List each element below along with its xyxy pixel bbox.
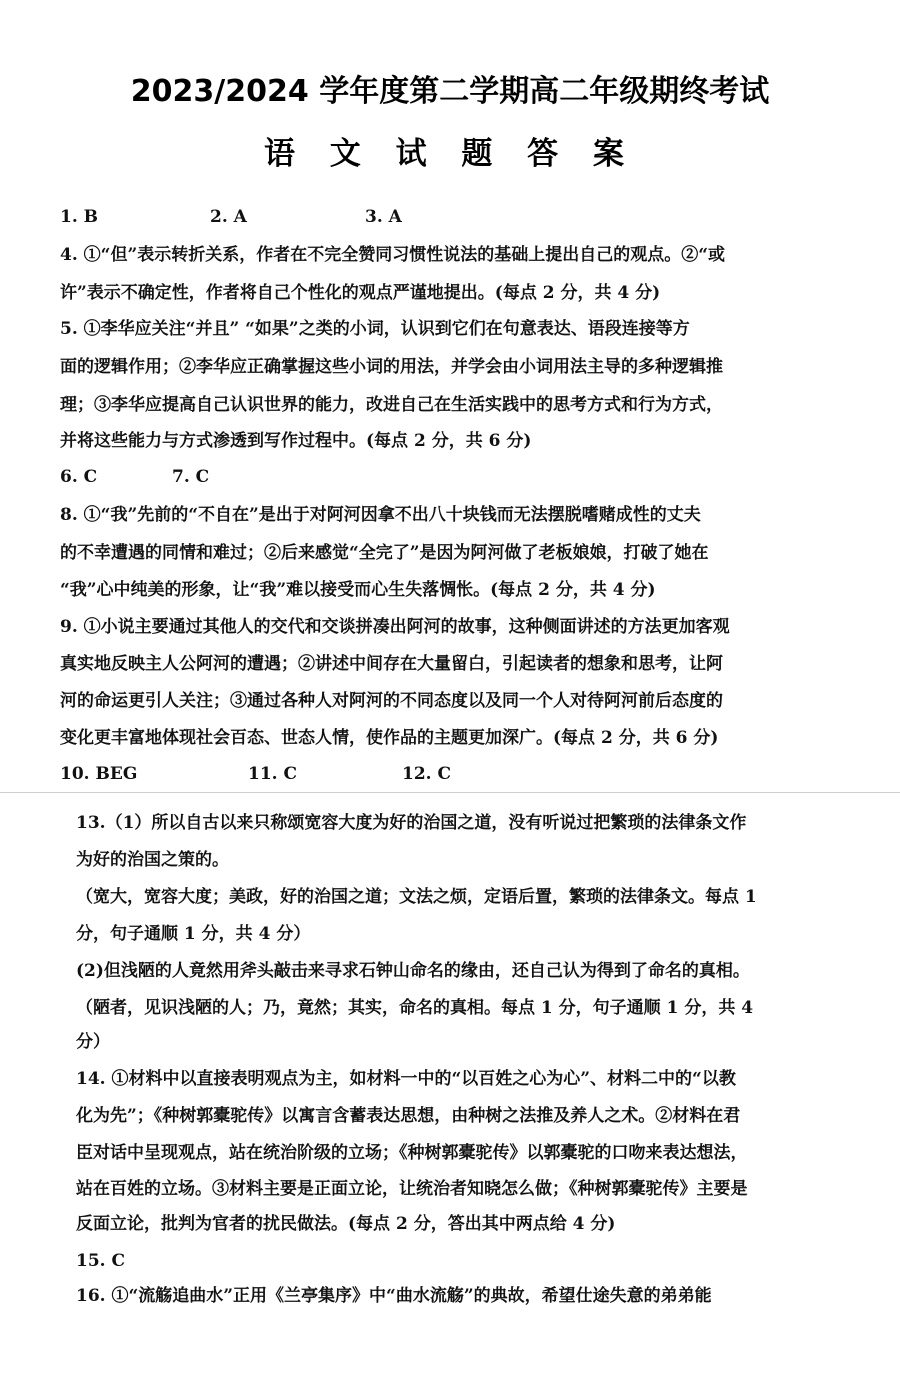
answer-q8-line: 8. ①“我”先前的“不自在”是出于对阿河因拿不出八十块钱而无法摆脱嗜赌成性的丈夫	[60, 505, 701, 525]
answers-row-10-12	[60, 763, 451, 785]
answer-q3: 3. A	[365, 207, 402, 227]
answer-q13-line: 13.（1）所以自古以来只称颂宽容大度为好的治国之道，没有听说过把繁琐的法律条文作	[76, 813, 747, 833]
answer-q1: 1. B	[60, 207, 99, 227]
answer-q11: 11. C	[248, 764, 298, 784]
document-subtitle: 语 文 试 题 答 案	[264, 136, 636, 172]
answer-q13-line: 分，句子通顺 1 分，共 4 分）	[76, 924, 311, 944]
answer-q9-line: 变化更丰富地体现社会百态、世态人情，使作品的主题更加深广。(每点 2 分，共 6 分)	[60, 728, 719, 748]
answer-q5-line: 5. ①李华应关注“并且” “如果”之类的小词，认识到它们在句意表达、语段连接等方	[60, 319, 690, 339]
answer-q14-line: 反面立论，批判为官者的扰民做法。(每点 2 分，答出其中两点给 4 分)	[76, 1214, 616, 1234]
answer-q4-line: 4. ①“但”表示转折关系，作者在不完全赞同习惯性说法的基础上提出自己的观点。②“或	[60, 245, 725, 265]
answer-q8-line: 的不幸遭遇的同情和难过；②后来感觉“全完了”是因为阿河做了老板娘娘，打破了她在	[60, 543, 709, 563]
answer-q4-line: 许”表示不确定性，作者将自己个性化的观点严谨地提出。(每点 2 分，共 4 分)	[60, 283, 661, 303]
answer-q13-line: （陋者，见识浅陋的人；乃，竟然；其实，命名的真相。每点 1 分，句子通顺 1 分，共 4	[76, 998, 754, 1018]
answer-q10: 10. BEG	[60, 764, 138, 784]
exam-title: 2023/2024 学年度第二学期高二年级期终考试	[130, 74, 770, 109]
answer-q14-line: 14. ①材料中以直接表明观点为主，如材料一中的“以百姓之心为心”、材料二中的“以教	[76, 1069, 736, 1089]
answer-q5-line: 面的逻辑作用；②李华应正确掌握这些小词的用法，并学会由小词用法主导的多种逻辑推	[60, 357, 723, 377]
answer-q13-line: 分）	[76, 1032, 110, 1052]
answer-q2: 2. A	[210, 207, 247, 227]
answer-q9-line: 真实地反映主人公阿河的遭遇；②讲述中间存在大量留白，引起读者的想象和思考，让阿	[60, 654, 723, 674]
answers-row-1-3	[60, 206, 402, 228]
answer-q16-line: 16. ①“流觞追曲水”正用《兰亭集序》中“曲水流觞”的典故，希望仕途失意的弟弟能	[76, 1286, 712, 1306]
answer-q14-line: 臣对话中呈现观点，站在统治阶级的立场；《种树郭橐驼传》以郭橐驼的口吻来表达想法，	[76, 1143, 748, 1163]
answer-q14-line: 化为先”；《种树郭橐驼传》以寓言含蓄表达思想，由种树之法推及养人之术。②材料在君	[76, 1106, 741, 1126]
answer-q5-line: 理；③李华应提高自己认识世界的能力，改进自己在生活实践中的思考方式和行为方式，	[60, 395, 723, 415]
answer-q13-line: 为好的治国之策的。	[76, 850, 229, 870]
answer-q8-line: “我”心中纯美的形象，让“我”难以接受而心生失落惆怅。(每点 2 分，共 4 分)	[60, 580, 656, 600]
answer-q9-line: 河的命运更引人关注；③通过各种人对阿河的不同态度以及同一个人对待阿河前后态度的	[60, 691, 723, 711]
answer-q5-line: 并将这些能力与方式渗透到写作过程中。(每点 2 分，共 6 分)	[60, 431, 532, 451]
answer-q9-line: 9. ①小说主要通过其他人的交代和交谈拼凑出阿河的故事，这种侧面讲述的方法更加客观	[60, 617, 730, 637]
answer-q6: 6. C	[60, 467, 98, 487]
answer-q14-line: 站在百姓的立场。③材料主要是正面立论，让统治者知晓怎么做；《种树郭橐驼传》主要是	[76, 1179, 748, 1199]
page-divider	[0, 792, 900, 793]
answers-row-6-7	[60, 466, 209, 488]
answer-q13-line: （宽大，宽容大度；美政，好的治国之道；文法之烦，定语后置，繁琐的法律条文。每点 1	[76, 887, 757, 907]
answer-q12: 12. C	[402, 764, 452, 784]
answer-q15: 15. C	[76, 1251, 126, 1271]
answer-q13-line: (2)但浅陋的人竟然用斧头敲击来寻求石钟山命名的缘由，还自己认为得到了命名的真相。	[76, 961, 750, 981]
answer-q7: 7. C	[172, 467, 210, 487]
